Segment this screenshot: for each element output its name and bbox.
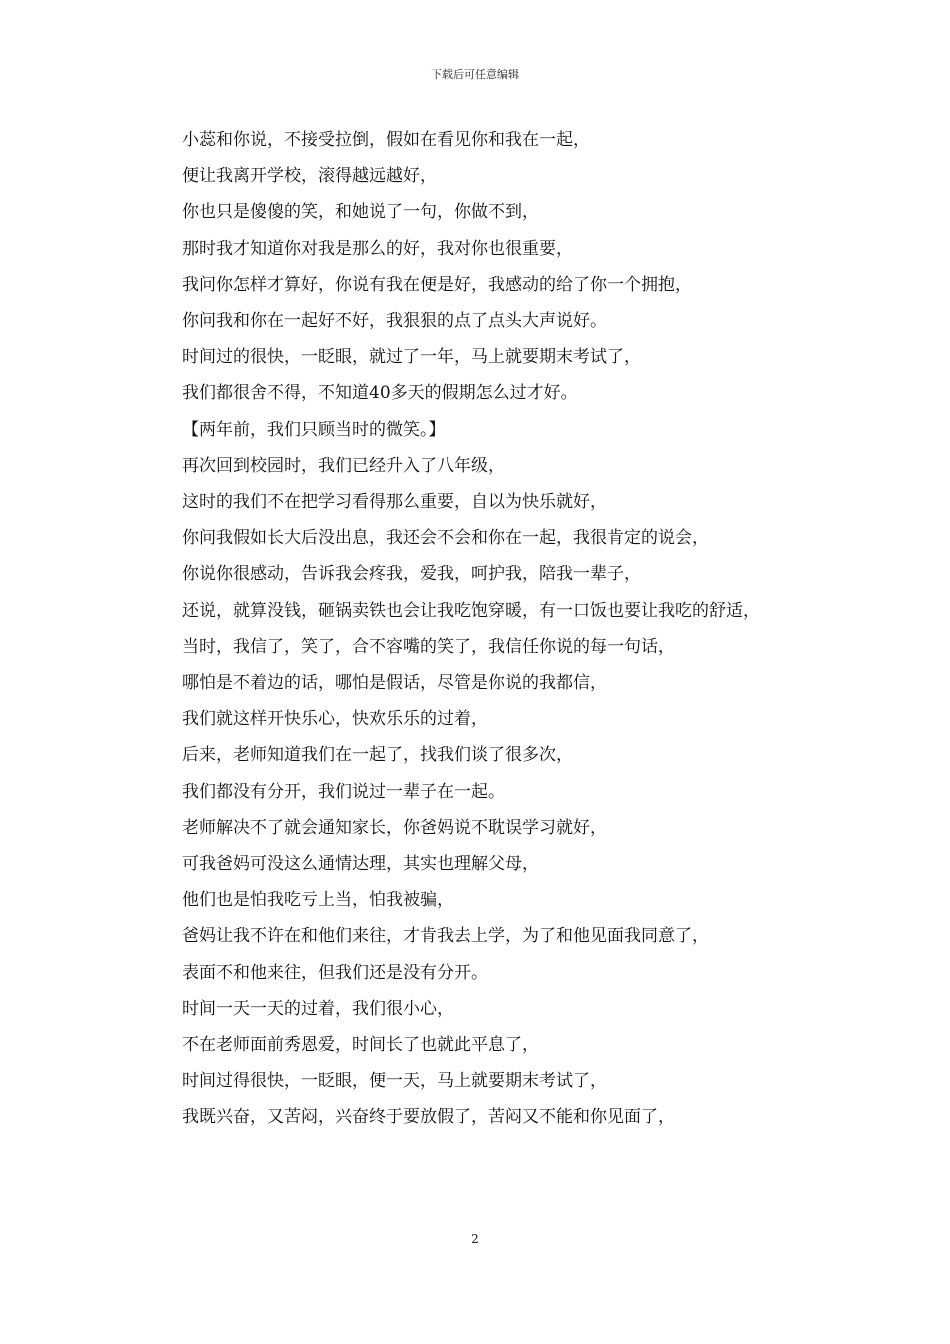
paragraph: 后来，老师知道我们在一起了，找我们谈了很多次， (182, 745, 573, 766)
paragraph: 我们都很舍不得，不知道40多天的假期怎么过才好。 (182, 383, 578, 404)
paragraph: 时间一天一天的过着，我们很小心， (182, 998, 454, 1019)
paragraph: 老师解决不了就会通知家长，你爸妈说不耽误学习就好， (182, 817, 607, 838)
paragraph: 爸妈让我不许在和他们来往，才肯我去上学，为了和他见面我同意了， (182, 926, 709, 947)
paragraph: 不在老师面前秀恩爱，时间长了也就此平息了， (182, 1035, 539, 1056)
paragraph: 那时我才知道你对我是那么的好，我对你也很重要， (182, 238, 573, 259)
document-body (144, 122, 814, 1136)
page-header: 下载后可任意编辑 (431, 68, 519, 81)
paragraph: 还说，就算没钱，砸锅卖铁也会让我吃饱穿暖，有一口饭也要让我吃的舒适， (182, 600, 760, 621)
paragraph: 我们都没有分开，我们说过一辈子在一起。 (182, 781, 505, 802)
paragraph: 时间过的很快，一眨眼，就过了一年，马上就要期末考试了， (182, 347, 641, 368)
paragraph: 可我爸妈可没这么通情达理，其实也理解父母， (182, 854, 539, 875)
paragraph: 小蕊和你说，不接受拉倒，假如在看见你和我在一起， (182, 130, 590, 150)
paragraph: 你问我和你在一起好不好，我狠狠的点了点头大声说好。 (182, 311, 607, 332)
paragraph: 我问你怎样才算好，你说有我在便是好，我感动的给了你一个拥抱， (182, 274, 692, 295)
paragraph: 再次回到校园时，我们已经升入了八年级， (182, 455, 505, 476)
paragraph: 我既兴奋，又苦闷，兴奋终于要放假了，苦闷又不能和你见面了， (182, 1107, 675, 1128)
paragraph: 时间过得很快，一眨眼，便一天，马上就要期末考试了， (182, 1071, 607, 1092)
paragraph: 表面不和他来往，但我们还是没有分开。 (182, 962, 488, 983)
paragraph: 你也只是傻傻的笑，和她说了一句，你做不到， (182, 202, 539, 223)
paragraph: 哪怕是不着边的话，哪怕是假话，尽管是你说的我都信， (182, 673, 607, 694)
paragraph: 当时，我信了，笑了，合不容嘴的笑了，我信任你说的每一句话， (182, 636, 675, 657)
paragraph: 你说你很感动，告诉我会疼我，爱我，呵护我，陪我一辈子， (182, 564, 641, 585)
paragraph: 你问我假如长大后没出息，我还会不会和你在一起，我很肯定的说会， (182, 528, 709, 549)
paragraph: 这时的我们不在把学习看得那么重要，自以为快乐就好， (182, 492, 607, 513)
section-heading: 【两年前，我们只顾当时的微笑。】 (182, 419, 446, 440)
paragraph: 他们也是怕我吃亏上当，怕我被骗， (182, 890, 454, 911)
paragraph: 我们就这样开快乐心，快欢乐乐的过着， (182, 709, 488, 730)
paragraph: 便让我离开学校，滚得越远越好， (182, 166, 437, 187)
page-number: 2 (471, 1232, 479, 1246)
